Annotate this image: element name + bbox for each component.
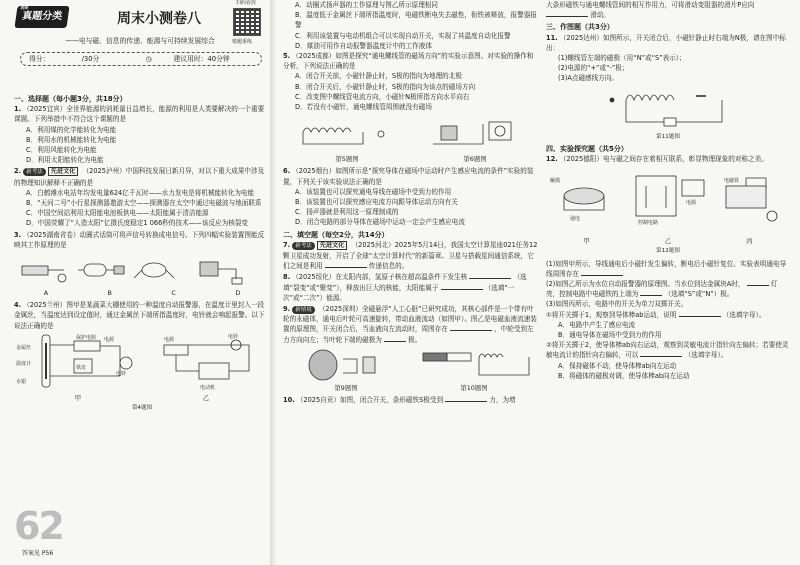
part-text: ②将开关掷于2，使导体棒ab向右运动，观察到灵敏电流计指针向左偏转；若要使灵敏电流计的指针向右偏转，可以 <box>546 341 789 360</box>
fig-label-control-circuit: 控制电路 <box>638 220 659 227</box>
page-number: 62 <box>14 504 63 548</box>
answer-blank[interactable] <box>384 335 406 342</box>
question-text-tail: 传递信息的。 <box>368 262 409 271</box>
q5-q6-figures <box>283 114 539 164</box>
question-number: 1. <box>14 105 22 114</box>
option: C．利用该装置与电动机组合可以实现自动开关，实现了其温度自动化报警 <box>295 31 511 40</box>
option: D．利用太阳能转化为电能 <box>26 156 104 165</box>
option: C．利用风能转化为电能 <box>26 146 97 155</box>
answer-blank[interactable] <box>469 272 511 279</box>
question-10 <box>283 395 539 405</box>
question-number: 11. <box>546 33 558 42</box>
fig-label-thermometer: 温度计 <box>16 360 32 367</box>
q12-part-1 <box>546 259 790 279</box>
figure-caption: 第9题图 <box>334 383 358 392</box>
badge-small-label: 名师 <box>19 5 29 10</box>
sub-item: (1)螺线管左端的磁极（用“N”或“S”表示）； <box>558 54 686 63</box>
fig-label-motor: 电动机 <box>200 384 216 391</box>
question-text: （2025自贡）如图，闭合开关，条形磁铁S极受到 <box>296 396 444 405</box>
question-number: 3. <box>14 230 22 239</box>
score-label-text: 得分： <box>29 55 46 63</box>
q12-subcaptions <box>546 236 790 246</box>
answer-blank[interactable] <box>546 10 588 17</box>
q5-q6-diagram <box>283 114 533 154</box>
question-text: （2025绥化）在太阳内部，氢原子核在超高温条件下发生核 <box>292 273 468 282</box>
fig-label-touch: 触摸 <box>550 178 561 185</box>
question-text: （2025宜宾）全世界能源的消耗量日益增长，能源的利用是人类要解决的一个重要课题。下列举措中不符合这个课题的是 <box>14 105 265 124</box>
new-method-tag: 新考法 <box>23 168 46 176</box>
option: A．闭合开关前，小磁针静止时，S极的指向为地理的北极 <box>295 72 462 81</box>
q9-q10-diagram <box>283 347 533 383</box>
question-number: 8. <box>283 273 291 282</box>
figure-label: C <box>171 289 176 298</box>
question-text-tail: 力，为增 <box>489 396 516 405</box>
question-text-tail: 极。 <box>408 335 422 344</box>
question-5 <box>283 51 539 164</box>
option: A．动圈式扬声器的工作原理与图乙所示原理相同 <box>295 1 438 9</box>
fig-label-power: 电源 <box>104 336 115 343</box>
option: A．电路中产生了感应电流 <box>558 320 636 329</box>
question-text: （2025湖南省卷）动圈式话筒可将声信号转换成电信号。下列四幅实验装置图能反映其工作原理的是 <box>14 230 265 249</box>
q4-alarm-diagram <box>14 333 264 393</box>
question-number: 12. <box>546 155 558 164</box>
question-text: （2025烟台）如图所示是“探究导体在磁场中运动时产生感应电流的条件”实验的装置，下列关于该实验说法正确的是 <box>283 167 534 186</box>
answer-blank[interactable] <box>450 324 492 331</box>
question-6 <box>283 166 539 227</box>
option: D．煤油可用作自动报警器温度计中的工作液体 <box>295 41 432 50</box>
question-text: （2025河北）2025年5月14日，我国太空计算星座021任务12颗卫星成功发射，开启了全球“太空计算时代”的新篇章。卫星与搭载星间通信系统，它们之间是利用 <box>283 240 538 271</box>
score-total: /30分 <box>81 55 100 63</box>
category-badge <box>14 6 69 28</box>
section-heading-1: 一、选择题（每小题3分，共18分） <box>14 95 127 103</box>
sub-item: (3)A点磁感线方向。 <box>558 74 619 83</box>
option: B．“天问二号”小行星探测器遨游太空——探测器在太空中通过电磁波与地面联系 <box>26 199 262 208</box>
question-text-mid: ，中轮受到左力方向向左；当叶轮下端的磁极为 <box>283 325 534 344</box>
part-text-tail: （选填“S”或“N”）极。 <box>664 290 734 299</box>
subcaption-yi: 乙 <box>202 393 210 402</box>
figure-caption: 第12题图 <box>656 248 680 255</box>
part-text-mid: 灯亮，控制电路中电磁铁的上端为 <box>546 280 778 299</box>
figure-caption: 第5题图 <box>335 155 359 164</box>
part-text-tail: （选填字母）。 <box>722 310 766 319</box>
culture-tag: 先进文化 <box>317 241 348 250</box>
option: A．保持磁体不动，使导体棒ab向左运动 <box>558 361 677 370</box>
worksheet-header <box>14 0 270 92</box>
fig-label-iron: 铁皮 <box>76 364 87 371</box>
part-text: (2)如图乙所示为水位自动报警器的原理图。当水位到达金属块A时， <box>546 280 745 289</box>
part-text: ①将开关掷于1，观察到导体棒ab运动，说明 <box>546 310 677 319</box>
question-text: （2025成都）如图是探究“通电螺线管的磁场方向”的实验示意图。对实验的操作和分析，下列说法正确的是 <box>283 52 534 71</box>
figure-caption: 第6题图 <box>463 155 487 164</box>
section-heading-4: 四、实验探究题（共5分） <box>546 144 628 153</box>
q4-figure <box>14 333 270 413</box>
option: A．白鹤滩水电站年均发电量624亿千瓦时——水力发电是将机械能转化为电能 <box>26 188 255 197</box>
subcaption-jia: 甲 <box>583 237 590 246</box>
q12-part-3b <box>546 340 790 360</box>
question-text: （2025兰州）图甲是某蔬菜大棚使用的一种温度自动报警器，在温度计里封入一段金属丝，当温度达到设定值时，通过金属丝下端所指温度时，电铃就会响起报警。以下说法正确的是 <box>14 301 265 330</box>
question-1 <box>14 104 270 165</box>
question-number: 5. <box>283 52 291 61</box>
subcaption-yi: 乙 <box>664 237 672 246</box>
figure-label: D <box>235 289 241 298</box>
fig-label-mercury: 水银 <box>16 378 27 385</box>
sub-item: (2)电源的“+”或“-”极； <box>558 64 629 73</box>
option: A．利用煤的化学能转化为电能 <box>26 125 117 134</box>
q12-part-2 <box>546 279 790 299</box>
figure-caption: 第4题图 <box>131 405 153 412</box>
answer-ref: 答案见 P56 <box>22 550 54 557</box>
question-number: 7. <box>283 240 291 249</box>
question-text: （2025德阳）电与磁之间存在着相互联系，彰显物理现象的对称之美。 <box>559 155 768 164</box>
figure-caption: 第10题图 <box>460 383 488 392</box>
section-heading-3: 三、作图题（共3分） <box>546 23 614 32</box>
new-method-tag: 新考法 <box>292 242 315 250</box>
score-bar <box>20 52 262 66</box>
qr-code-icon[interactable] <box>233 8 261 36</box>
option: B．温度低于金属丝下端所指温度时，电磁铁断电失去磁性，衔铁被释放，报警器报警 <box>295 11 537 30</box>
answer-blank[interactable] <box>445 395 487 402</box>
question-text-mid: （选填“裂变”或“聚变”），释放出巨大的核能，太阳能属于 <box>283 273 527 292</box>
answer-blank[interactable] <box>747 279 769 286</box>
q12-part-3a <box>546 310 790 320</box>
badge-label: 真题分类 <box>21 11 63 22</box>
answer-blank[interactable] <box>640 350 682 357</box>
option: D．中国荧耀了“人造太阳”亿摄氏度稳定1 066秒的技术——该反应为核裂变 <box>26 219 249 228</box>
page-subtitle: ——电与磁、信息的传递、能源与可持续发展综合 <box>65 37 215 45</box>
option: B．将磁体的磁极对调，使导体棒ab向左运动 <box>558 371 690 380</box>
option: B．通电导体在磁场中受到力的作用 <box>558 331 662 340</box>
option: A．该装置也可以探究通电导线在磁场中受到力的作用 <box>295 187 452 196</box>
question-4 <box>14 300 270 413</box>
figure-caption: 第11题图 <box>656 133 680 140</box>
question-number: 10. <box>283 396 295 405</box>
page-spine <box>270 0 276 565</box>
fig-label-bell: 电铃 <box>116 370 127 377</box>
q11-solenoid-diagram[interactable] <box>546 86 786 132</box>
q12-part-3: (3)如图丙所示，电路中的开关为单刀双掷开关。 <box>546 300 688 309</box>
q3-figures <box>14 252 270 298</box>
option: C．扬声器就是利用这一原理制成的 <box>295 208 399 217</box>
fig-label-bell-2: 电铃 <box>228 333 239 340</box>
question-2 <box>14 166 270 228</box>
question-text: （2025深圳）全磁悬浮“人工心脏”已研究成功，其核心部件是一个带有叶轮的永磁体，通电后叶轮可高速旋转，带动血液流动（如图甲）。图乙是电磁血液流速装置的原理图，开关闭合后，当血液向左流动时，周围存在 <box>283 305 537 334</box>
column-middle <box>283 0 539 406</box>
qr-label: 扫码看放 <box>236 0 257 6</box>
option: C．改变图中螺线管电流方向，小磁针N极所指方向水平向右 <box>295 92 470 101</box>
answer-blank[interactable] <box>441 283 483 290</box>
question-number: 2. <box>14 167 22 176</box>
subcaption-jia: 甲 <box>74 393 82 402</box>
answer-blank[interactable] <box>581 269 623 276</box>
score-label <box>29 55 121 63</box>
fig-label-power-2: 电源 <box>164 336 175 343</box>
section-heading-2: 二、填空题（每空2分，共14分） <box>283 230 389 239</box>
question-text-tail: 滑动。 <box>590 11 610 20</box>
question-number: 6. <box>283 167 291 176</box>
q5-q6-captions <box>283 154 539 164</box>
question-number: 4. <box>14 301 22 310</box>
question-text-tail: （选填“一次”或“二次”）能源。 <box>283 283 515 302</box>
q3-figure-labels <box>14 288 270 298</box>
q9-q10-figures <box>283 347 539 393</box>
subcaption-bing: 丙 <box>746 237 753 246</box>
fig-label-wire: 金属丝 <box>16 344 32 351</box>
option: C．中国空间站利用太阳能电池板供电——太阳能属于清洁能源 <box>26 209 209 218</box>
suggested-time: 建议用时：40分钟 <box>173 55 230 63</box>
fig-label-power-on: 通电 <box>570 216 581 223</box>
question-8 <box>283 272 539 303</box>
part-text: (1)如图甲所示，导线通电后小磁针发生偏转，断电后小磁针复位。实验表明通电导线周围存在 <box>546 259 787 278</box>
question-text: （2025泸州）中国科技发展日新月异，对以下重大成果中涉及的物理知识解释不正确的是 <box>14 167 265 187</box>
question-3 <box>14 230 270 299</box>
question-10-continued <box>546 0 790 20</box>
fig-label-power: 电源 <box>686 200 697 207</box>
fig-label-protect: 保护电阻 <box>76 334 97 341</box>
culture-tag: 先进文化 <box>48 167 79 176</box>
q3-apparatus-diagram <box>14 252 264 288</box>
new-context-tag: 新情境 <box>292 306 315 314</box>
option: B．闭合开关后，小磁针静止时，S极的指向为该点的磁场方向 <box>295 82 476 91</box>
qr-caption: 错题重练 <box>232 39 253 45</box>
question-text: （2025达州）如图所示，开关闭合后，小磁针静止时右端为N极，请在图中标出： <box>546 33 786 52</box>
question-7 <box>283 240 539 272</box>
question-number: 9. <box>283 305 291 314</box>
figure-label: B <box>107 289 112 298</box>
q4-subcaptions <box>14 393 270 403</box>
column-right <box>546 0 790 382</box>
option: B．利用水的机械能转化为电能 <box>26 135 117 144</box>
option: D．闭合电路的部分导体在磁场中运动一定会产生感应电流 <box>295 218 465 227</box>
part-text-tail: （选填字母）。 <box>684 351 728 360</box>
answer-blank[interactable] <box>325 261 367 268</box>
answer-blank[interactable] <box>679 310 721 317</box>
clock-icon: ◷ <box>145 55 152 63</box>
figure-label: A <box>43 289 49 298</box>
question-text: 大条形磁铁与通电螺线管间的相互作用力，可将滑动变阻器的滑片P应向 <box>546 1 755 9</box>
answer-blank[interactable] <box>640 289 662 296</box>
q12-experiment-diagram <box>546 166 786 236</box>
question-12 <box>546 154 790 381</box>
q11-figure <box>546 86 790 142</box>
question-11 <box>546 33 790 142</box>
q9-q10-captions <box>283 383 539 393</box>
q12-figure <box>546 166 790 256</box>
column-left <box>14 0 270 415</box>
option: D．若没有小磁针，通电螺线管周围就没有磁场 <box>295 103 432 112</box>
fig-label-electromagnet: 电磁铁 <box>724 178 740 185</box>
page-title: 周末小测卷八 <box>117 11 201 27</box>
question-9 <box>283 304 539 393</box>
option: B．该装置也可以探究感应电流方向跟导体运动方向有关 <box>295 198 458 207</box>
